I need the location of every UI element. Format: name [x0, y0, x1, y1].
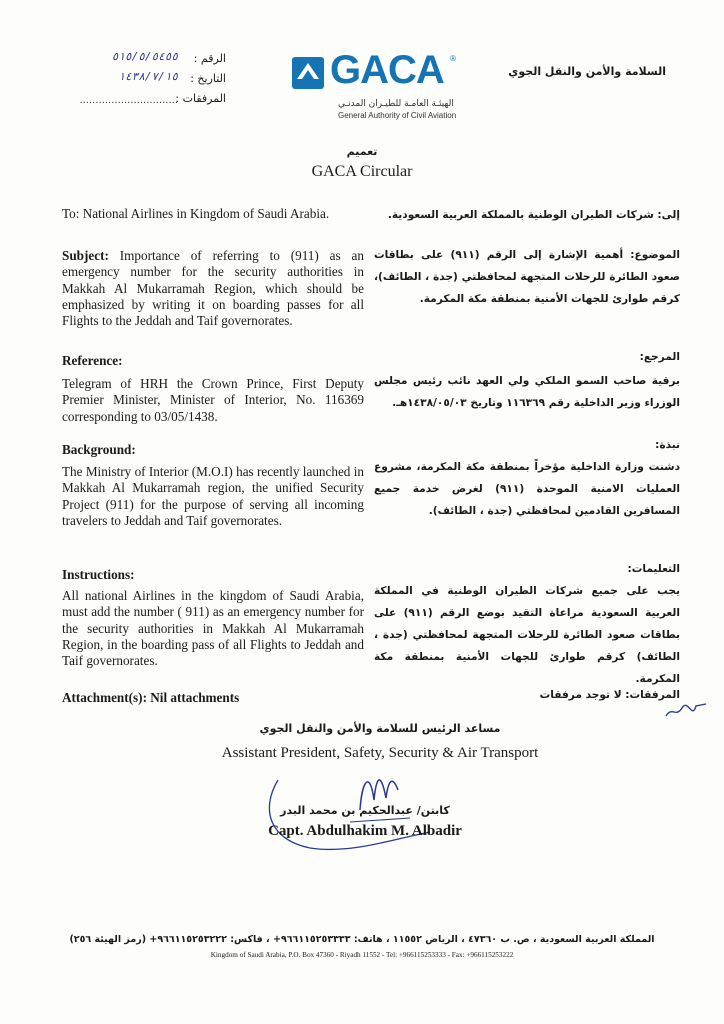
subject-text-en: Importance of referring to (911) as an emergency number for the security authorities in Makkah Al Mukarramah Region, which should be emphasized by writing it on boarding passes for all Flights to the Jeddah and Taif governorates.: [62, 248, 364, 329]
date-label: التاريخ :: [190, 72, 226, 85]
reference-label-en: [62, 353, 364, 369]
logo-name-ar: الهيئـة العامـة للطيـران المدنـي: [338, 99, 454, 109]
subject-label-en: Subject:: [62, 248, 109, 263]
date-value: ١٤٣٨/٧/١٥: [118, 70, 178, 83]
gaca-logo: [290, 48, 470, 122]
subject-en: [62, 248, 364, 329]
background-text-en: The Ministry of Interior (M.O.I) has recently launched in Makkah Al Mukarramah region, the unified Security Project (911) for the purpose of serving all incoming travelers to Jeddah and Taif governorates.: [62, 464, 364, 528]
ref-number-label: الرقم :: [193, 52, 226, 65]
reference-text-en: Telegram of HRH the Crown Prince, First Deputy Premier Minister, Minister of Interior, No. 116369 corresponding to 03/05/1438.: [62, 376, 364, 424]
footer-address-en: Kingdom of Saudi Arabia, P.O. Box 47360 - Riyadh 11552 - Tel: +966115253333 - Fax: +966115253222: [210, 951, 514, 959]
signatory-name-ar: كابتن/ عبدالحكيم بن محمد البدر: [280, 804, 450, 817]
registered-mark: ®: [450, 54, 456, 63]
instructions-label-text: Instructions:: [62, 567, 135, 582]
subject-ar: الموضوع: أهمية الإشارة إلى الرقم (٩١١) على بطاقات صعود الطائرة للرحلات المتجهة لمحافظتي (جدة ، الطائف)، كرقم طوارئ للجهات الأمنية بمنطقة مكة المكرمة.: [374, 249, 680, 305]
signatory-title-ar: مساعد الرئيس للسلامة والأمن والنقل الجوي: [259, 722, 501, 735]
attachments-ar: المرفقات: لا توجد مرفقات: [539, 689, 680, 701]
background-label-text: Background:: [62, 442, 136, 457]
logo-name-en: General Authority of Civil Aviation: [338, 111, 457, 120]
date-row: [86, 68, 226, 88]
attachments-dots: ...............................: [79, 95, 178, 106]
reference-label-text: Reference:: [62, 353, 123, 368]
reference-label-ar: المرجع:: [639, 351, 680, 363]
background-label-ar: نبذة:: [655, 439, 680, 451]
attachments-en: [62, 690, 364, 706]
background-label-en: [62, 442, 364, 458]
background-text-ar: دشنت وزارة الداخلية مؤخراً بمنطقة مكة المكرمة، مشروع العمليات الامنية الموحدة (٩١١) لغرض خدمة جميع المسافرين القادمين لمحافظتي (جدة ، الطائف).: [374, 461, 680, 517]
to-line-en: To: National Airlines in Kingdom of Saudi Arabia.: [62, 206, 330, 221]
reference-block: [79, 48, 226, 108]
ref-number-row: [86, 48, 226, 68]
circular-title-ar: تعميم: [346, 145, 378, 158]
attachments-row: [79, 88, 226, 108]
instructions-label-ar: التعليمات:: [627, 563, 680, 575]
signatory-name-en: Capt. Abdulhakim M. Albadir: [268, 823, 462, 839]
ref-number-value: ٥١٥/٥/٥٤٥٥: [111, 50, 178, 63]
attachments-text-en: Attachment(s): Nil attachments: [62, 690, 240, 705]
attachments-label: المرفقات :: [175, 92, 226, 105]
to-line-ar: إلى: شركات الطيران الوطنية بالمملكة العربية السعودية.: [387, 209, 680, 221]
initials-scribble-icon: [662, 700, 710, 722]
instructions-text-ar: يجب على جميع شركات الطيران الوطنية في المملكة العربية السعودية مراعاة التقيد بوضع الرقم (٩١١) على بطاقات صعود الطائرة للرحلات المتجهة لمحافظتي (جدة ، الطائف) كرقم طوارئ للجهات الأمنية بمنطقة مكة المكرمة.: [374, 585, 680, 685]
signatory-title-en: Assistant President, Safety, Security & Air Transport: [221, 745, 539, 761]
gaca-emblem-icon: [290, 55, 326, 91]
instructions-text-en: All national Airlines in the kingdom of Saudi Arabia, must add the number ( 911) as an emergency number for the security authorities in Makkah Al Mukarramah Region, in the boarding pass of all Flights to Jeddah and Taif governorates.: [62, 588, 364, 669]
footer-address-ar: المملكة العربية السعودية ، ص. ب ٤٧٣٦٠ ، الرياض ١١٥٥٢ ، هاتف: ٩٦٦١١٥٢٥٣٣٣٣+ ، فاكس: ٩٦٦١١٥٢٥٣٢٢٢+ (رمز الهيئة ٢٥٦): [69, 934, 655, 945]
instructions-label-en: [62, 567, 364, 583]
circular-title-en: GACA Circular: [311, 163, 413, 180]
reference-text-ar: برقية صاحب السمو الملكي ولي العهد نائب رئيس مجلس الوزراء وزير الداخلية رقم ١١٦٣٦٩ وتاريخ ١٤٣٨/٠٥/٠٣هـ.: [374, 375, 680, 409]
department-name: السلامة والأمن والنقل الجوي: [508, 65, 666, 78]
logo-text: GACA: [330, 48, 444, 92]
